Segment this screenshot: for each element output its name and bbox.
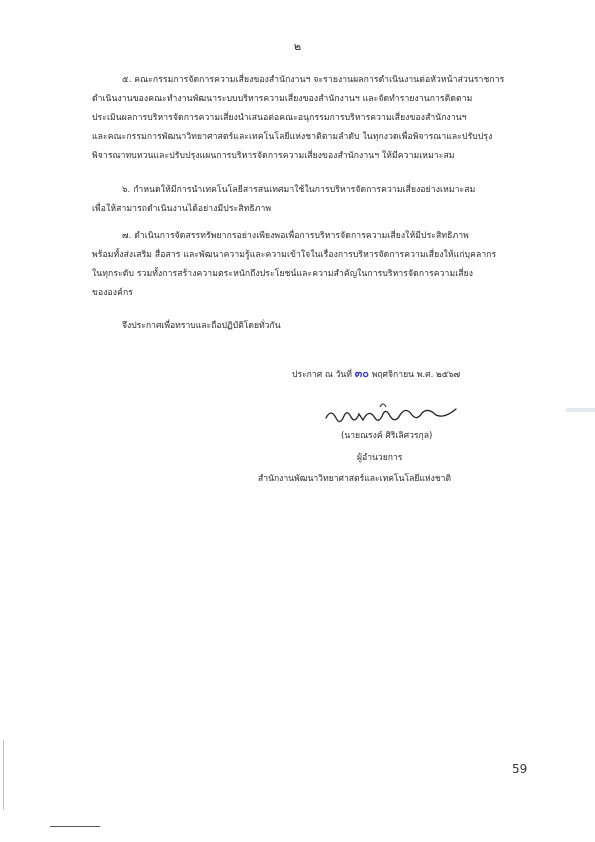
paragraph-7 (92, 227, 522, 303)
paragraph-line: ๖. กำหนดให้มีการนำเทคโนโลยีสารสนเทศมาใช้ในการบริหารจัดการความเสี่ยงอย่างเหมาะสม (122, 185, 476, 195)
closing-statement: จึงประกาศเพื่อทราบและถือปฏิบัติโดยทั่วกัน (122, 321, 281, 331)
paragraph-line: ๕. คณะกรรมการจัดการความเสี่ยงของสำนักงานฯ จะรายงานผลการดำเนินงานต่อหัวหน้าส่วนราชการ (122, 75, 505, 85)
paragraph-line: ในทุกระดับ รวมทั้งการสร้างความตระหนักถึงประโยชน์และความสำคัญในการบริหารจัดการความเสี่ยง (92, 269, 474, 279)
footer-rule (50, 826, 100, 827)
corner-page-number: 59 (512, 762, 528, 776)
signatory-organization: สำนักงานพัฒนาวิทยาศาสตร์และเทคโนโลยีแห่งชาติ (258, 474, 452, 484)
handwritten-signature (320, 398, 500, 428)
paragraph-6 (92, 181, 522, 219)
announcement-date (292, 364, 460, 382)
date-month-year: พฤศจิกายน พ.ศ. ๒๕๖๗ (371, 370, 461, 380)
paragraph-line: พร้อมทั้งส่งเสริม สื่อสาร และพัฒนาความรู้และความเข้าใจในเรื่องการบริหารจัดการความเสี่ยงให้แก่บุคลากร (92, 250, 497, 260)
page-number: ๒ (293, 40, 302, 53)
date-prefix: ประกาศ ณ วันที่ (292, 370, 352, 380)
paragraph-line: ๗. ดำเนินการจัดสรรทรัพยากรอย่างเพียงพอเพื่อการบริหารจัดการความเสี่ยงให้มีประสิทธิภาพ (122, 231, 469, 241)
date-day: ๓๐ (354, 367, 369, 380)
paragraph-line: ดำเนินงานของคณะทำงานพัฒนาระบบบริหารความเสี่ยงของสำนักงานฯ และจัดทำรายงานการติดตาม (92, 94, 473, 104)
scan-edge-mark (3, 740, 4, 810)
paragraph-line: ประเมินผลการบริหารจัดการความเสี่ยงนำเสนอต่อคณะอนุกรรมการบริหารความเสี่ยงของสำนักงานฯ (92, 113, 467, 123)
paragraph-line: และคณะกรรมการพัฒนาวิทยาศาสตร์และเทคโนโลยีแห่งชาติตามลำดับ ในทุกงวดเพื่อพิจารณาและปรับปรุง (92, 132, 493, 142)
signatory-name: (นายณรงค์ ศิริเลิศวรกุล) (341, 431, 433, 441)
paragraph-line: พิจารณาทบทวนและปรับปรุงแผนการบริหารจัดการความเสี่ยงของสำนักงานฯ ให้มีความเหมาะสม (92, 151, 455, 161)
paragraph-5 (92, 71, 522, 166)
paragraph-line: เพื่อให้สามารถดำเนินงานได้อย่างมีประสิทธิภาพ (92, 204, 272, 214)
paragraph-line: ขององค์กร (92, 288, 133, 298)
signatory-position: ผู้อำนวยการ (357, 453, 403, 463)
scan-smudge (566, 408, 595, 412)
